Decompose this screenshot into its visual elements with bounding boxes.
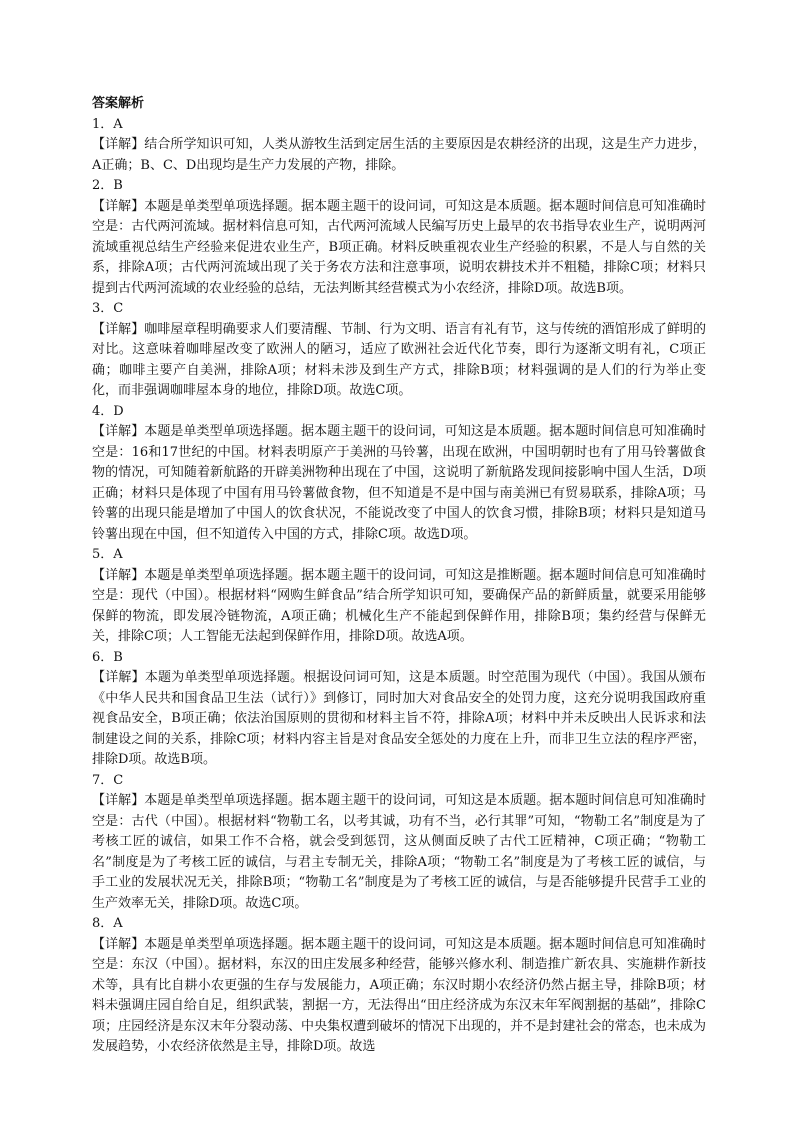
page-heading: 答案解析: [92, 96, 145, 111]
answer-item-1: [92, 115, 706, 177]
question-number: 8．A: [92, 916, 123, 931]
question-number: 5．A: [92, 547, 123, 562]
question-number: 3．C: [92, 301, 124, 316]
answer-detail: 【详解】本题是单类型单项选择题。据本题主题干的设问词，可知这是本质题。据本题时间信息可知准确时空是：古代（中国）。根据材料“物勒工名，以考其诚，功有不当，必行其罪”可知，“物勒工名”制度是为了考核工匠的诚信，如果工作不合格，就会受到惩罚，这从侧面反映了古代工匠精神，C项正确；“物勒工名”制度是为了考核工匠的诚信，与君主专制无关，排除A项；“物勒工名”制度是为了考核工匠的诚信，与手工业的发展状况无关，排除B项；“物勒工名”制度是为了考核工匠的诚信，与是否能够提升民营手工业的生产效率无关，排除D项。故选C项。: [92, 793, 706, 911]
answer-item-5: [92, 545, 706, 648]
answer-item-2: [92, 176, 706, 299]
answer-detail: 【详解】本题是单类型单项选择题。据本题主题干的设问词，可知这是本质题。据本题时间信息可知准确时空是：古代两河流域。据材料信息可知，古代两河流域人民编写历史上最早的农书指导农业生产，说明两河流域重视总结生产经验来促进农业生产，B项正确。材料反映重视农业生产经验的积累，不是人与自然的关系，排除A项；古代两河流域出现了关于务农方法和注意事项，说明农耕技术并不粗糙，排除C项；材料只提到古代两河流域的农业经验的总结，无法判断其经营模式为小农经济，排除D项。故选B项。: [92, 198, 706, 296]
answer-detail: 【详解】本题为单类型单项选择题。根据设问词可知，这是本质题。时空范围为现代（中国）。我国从颁布《中华人民共和国食品卫生法（试行）》到修订，同时加大对食品安全的处罚力度，这充分说明我国政府重视食品安全，B项正确；依法治国原则的贯彻和材料主旨不符，排除A项；材料中并未反映出人民诉求和法制建设之间的关系，排除C项；材料内容主旨是对食品安全惩处的力度在上升，而非卫生立法的程序严密，排除D项。故选B项。: [92, 670, 706, 767]
answer-detail: 【详解】本题是单类型单项选择题。据本题主题干的设问词，可知这是本质题。据本题时间信息可知准确时空是：东汉（中国）。据材料，东汉的田庄发展多种经营，能够兴修水利、制造推广新农具、实施耕作新技术等，具有比自耕小农更强的生存与发展能力，A项正确；东汉时期小农经济仍然占据主导，排除B项；材料未强调庄园自给自足，组织武装，割据一方，无法得出“田庄经济成为东汉末年军阀割据的基础”，排除C项；庄园经济是东汉末年分裂动荡、中央集权遭到破坏的情况下出现的，并不是封建社会的常态，也未成为发展趋势，小农经济依然是主导，排除D项。故选: [92, 936, 706, 1054]
answer-detail: 【详解】咖啡屋章程明确要求人们要清醒、节制、行为文明、语言有礼有节，这与传统的酒馆形成了鲜明的对比。这意味着咖啡屋改变了欧洲人的陋习，适应了欧洲社会近代化节奏，即行为逐渐文明有礼，C项正确；咖啡主要产自美洲，排除A项；材料未涉及到生产方式，排除B项；材料强调的是人们的行为举止变化，而非强调咖啡屋本身的地位，排除D项。故选C项。: [92, 321, 706, 398]
answer-item-3: [92, 299, 706, 402]
answer-item-8: [92, 914, 706, 1058]
question-number: 4．D: [92, 403, 124, 419]
answer-detail: 【详解】本题是单类型单项选择题。据本题主题干的设问词，可知这是推断题。据本题时间信息可知准确时空是：现代（中国）。根据材料“网购生鲜食品”结合所学知识可知，要确保产品的新鲜质量，就要采用能够保鲜的物流，即发展冷链物流，A项正确；机械化生产不能起到保鲜作用，排除B项；集约经营与保鲜无关，排除C项；人工智能无法起到保鲜作用，排除D项。故选A项。: [92, 567, 706, 644]
answer-detail: 【详解】结合所学知识可知，人类从游牧生活到定居生活的主要原因是农耕经济的出现，这是生产力进步，A正确；B、C、D出现均是生产力发展的产物，排除。: [92, 137, 706, 173]
answer-item-6: [92, 648, 706, 771]
answer-explanation-page: [92, 94, 706, 1058]
question-number: 1．A: [92, 116, 123, 132]
question-number: 6．B: [92, 649, 123, 665]
question-number: 2．B: [92, 178, 123, 193]
question-number: 7．C: [92, 772, 124, 788]
answer-item-7: [92, 771, 706, 915]
answer-detail: 【详解】本题是单类型单项选择题。据本题主题干的设问词，可知这是本质题。据本题时间信息可知准确时空是：16和17世纪的中国。材料表明原产于美洲的马铃薯，出现在欧洲，中国明朝时也有了用马铃薯做食物的情况，可知随着新航路的开辟美洲物种出现在了中国，这说明了新航路发现间接影响中国人生活，D项正确；材料只是体现了中国有用马铃薯做食物，但不知道是不是中国与南美洲已有贸易联系，排除A项；马铃薯的出现只能是增加了中国人的饮食状况，不能说改变了中国人的饮食习惯，排除B项；材料只是知道马铃薯出现在中国，但不知道传入中国的方式，排除C项。故选D项。: [92, 424, 706, 542]
answer-item-4: [92, 402, 706, 546]
